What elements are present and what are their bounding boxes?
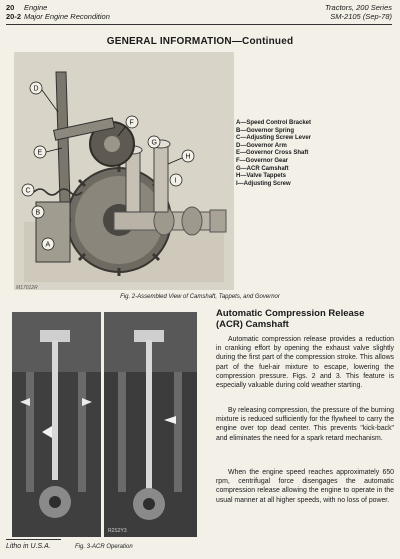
legend-item: C—Adjusting Screw Lever bbox=[236, 135, 312, 142]
callout-b-label: B bbox=[35, 209, 41, 217]
subsection-title: Major Engine Recondition bbox=[24, 12, 110, 21]
legend-item: B—Governor Spring bbox=[236, 127, 295, 134]
legend-item: G—ACR Camshaft bbox=[236, 165, 289, 172]
acr-left-illustration bbox=[12, 312, 101, 537]
section-number: 20-2 bbox=[6, 12, 22, 21]
legend-item: F—Governor Gear bbox=[236, 157, 289, 164]
paragraph-1 bbox=[216, 335, 394, 390]
section-heading bbox=[216, 308, 364, 330]
paragraph-text: Automatic compression release provides a reduction in cranking effort by opening the exhaust valve slightly during the first part of the compression stroke. This allows part of the fuel-air mixture to escape, lowering the compression pressure. Figs. 2 and 3. This feature is especially valuable during cold weather starting. bbox=[216, 336, 394, 390]
footer-rule bbox=[6, 539, 61, 540]
legend-item: H—Valve Tappets bbox=[236, 173, 286, 180]
figure-2-photo bbox=[14, 52, 234, 290]
section-title: Engine bbox=[24, 3, 48, 12]
paragraph-2 bbox=[216, 406, 394, 443]
series-label: Tractors, 200 Series bbox=[325, 3, 392, 12]
paragraph-text: When the engine speed reaches approximately 650 rpm, centrifugal force disengages the automatic compression release allowing the engine to operate in the usual manner at all higher speeds, with no loss of power. bbox=[216, 469, 394, 504]
section-heading-line-1: Automatic Compression Release bbox=[216, 308, 365, 319]
header-rule bbox=[6, 24, 392, 25]
section-heading-line-2: (ACR) Camshaft bbox=[216, 319, 289, 330]
callout-f-label: F bbox=[129, 119, 134, 127]
figure-2-image-id: M17012R bbox=[16, 285, 38, 291]
figure-3-image-id: R2S2Y3 bbox=[108, 528, 127, 534]
legend-item: I—Adjusting Screw bbox=[236, 180, 291, 187]
manual-date: (Sep-78) bbox=[362, 12, 392, 21]
callout-g-label: G bbox=[151, 139, 157, 147]
callout-c-label: C bbox=[25, 187, 31, 195]
figure-2-illustration bbox=[14, 52, 234, 290]
paragraph-text: By releasing compression, the pressure of the burning mixture is reduced sufficiently for the flywheel to carry the engine over top dead center. This prevents "kick-back" and eliminates the need for a spark retard mechanism. bbox=[216, 407, 394, 442]
figure-2-caption: Fig. 2-Assembled View of Camshaft, Tappets, and Governor bbox=[120, 294, 280, 300]
callout-h-label: H bbox=[185, 153, 191, 161]
page-title: GENERAL INFORMATION—Continued bbox=[106, 36, 294, 47]
callout-a-label: A bbox=[45, 241, 51, 249]
legend-item: E—Governor Cross Shaft bbox=[236, 150, 309, 157]
figure-3-photo-left bbox=[12, 312, 101, 537]
page-number: 20 bbox=[6, 3, 15, 12]
callout-d-label: D bbox=[33, 85, 39, 93]
figure-2-legend bbox=[236, 120, 311, 188]
callout-i-label: I bbox=[174, 177, 177, 185]
footer-litho: Litho in U.S.A. bbox=[6, 543, 51, 550]
legend-item: A—Speed Control Bracket bbox=[236, 120, 312, 126]
manual-number: SM-2105 bbox=[330, 12, 361, 21]
page-header-left bbox=[6, 3, 110, 21]
acr-right-illustration bbox=[104, 312, 197, 537]
page-header-right bbox=[325, 3, 392, 21]
legend-item: D—Governor Arm bbox=[236, 142, 287, 149]
figure-3-caption: Fig. 3-ACR Operation bbox=[75, 544, 133, 550]
callout-e-label: E bbox=[37, 149, 43, 157]
figure-3-photo-right bbox=[104, 312, 197, 537]
paragraph-3 bbox=[216, 468, 394, 505]
